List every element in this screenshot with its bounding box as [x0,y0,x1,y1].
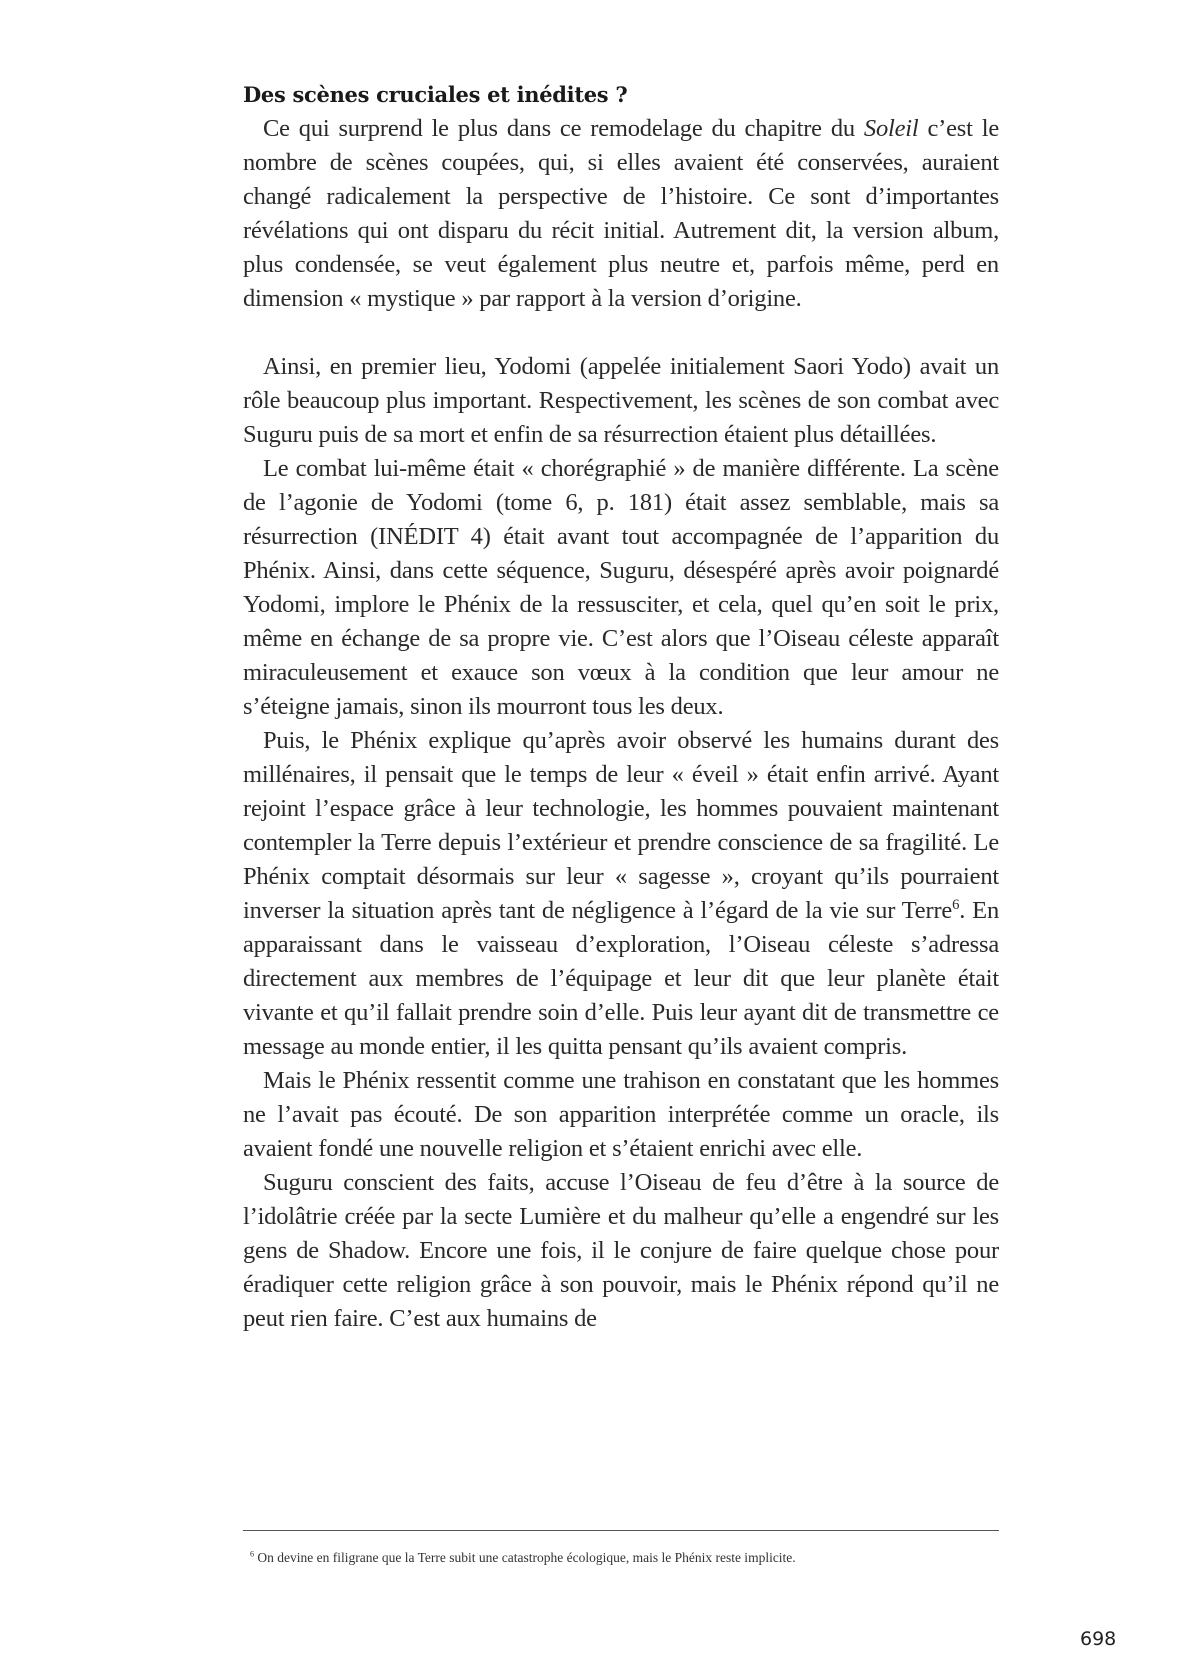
phoenix-text-start: Puis, le Phénix explique qu’après avoir observé les humains durant des millénaires, il pensait que le temps de leur « éveil » était enfin arrivé. Ayant rejoint l’espace grâce à leur technologie, les hommes pouvaient maintenant contempler la Terre depuis l’extérieur et prendre conscience de sa fragilité. Le Phénix comptait désormais sur leur « sagesse », croyant qu’ils pourraient inverser la situation après tant de négligence à l’égard de la vie sur Terre [243,727,999,924]
footnote-text: On devine en filigrane que la Terre subit une catastrophe écologique, mais le Phénix reste implicite. [257,1550,796,1565]
section-heading: Des scènes cruciales et inédites ? [243,82,628,107]
footnote-number: 6 [250,1549,255,1559]
intro-text-start: Ce qui surprend le plus dans ce remodelage du chapitre du [263,115,864,142]
body-text [243,78,999,1336]
footnote-reference[interactable]: 6 [952,896,960,913]
page-number: 698 [1080,1628,1117,1650]
paragraph-combat: Le combat lui-même était « chorégraphié » de manière différente. La scène de l’agonie de Yodomi (tome 6, p. 181) était assez semblable, mais sa résurrection (INÉDIT 4) était avant tout accompagnée de l’apparition du Phénix. Ainsi, dans cette séquence, Suguru, désespéré après avoir poignardé Yodomi, implore le Phénix de la ressusciter, et cela, quel qu’en soit le prix, même en échange de sa propre vie. C’est alors que l’Oiseau céleste apparaît miraculeusement et exauce son vœux à la condition que leur amour ne s’éteigne jamais, sinon ils mourront tous les deux. [243,455,999,720]
paragraph-betrayal: Mais le Phénix ressentit comme une trahison en constatant que les hommes ne l’avait pas écouté. De son apparition interprétée comme un oracle, ils avaient fondé une nouvelle religion et s’étaient enrichi avec elle. [243,1067,999,1162]
intro-paragraph [243,112,999,316]
intro-italic-title: Soleil [863,115,919,142]
phoenix-text-end: . En apparaissant dans le vaisseau d’exploration, l’Oiseau céleste s’adressa directement aux membres de l’équipage et leur dit que leur planète était vivante et qu’il fallait prendre soin d’elle. Puis leur ayant dit de transmettre ce message au monde entier, il les quitta pensant qu’ils avaient compris. [243,897,999,1060]
footnote-divider [243,1530,999,1531]
paragraph-gap [243,316,999,350]
paragraph-suguru-accuses: Suguru conscient des faits, accuse l’Oiseau de feu d’être à la source de l’idolâtrie créée par la secte Lumière et du malheur qu’elle a engendré sur les gens de Shadow. Encore une fois, il le conjure de faire quelque chose pour éradiquer cette religion grâce à son pouvoir, mais le Phénix répond qu’il ne peut rien faire. C’est aux humains de [243,1169,999,1332]
paragraph-yodomi-role: Ainsi, en premier lieu, Yodomi (appelée initialement Saori Yodo) avait un rôle beaucoup plus important. Respectivement, les scènes de son combat avec Suguru puis de sa mort et enfin de sa résurrection étaient plus détaillées. [243,353,999,448]
paragraph-phoenix-explains [243,724,999,1064]
intro-text-end: c’est le nombre de scènes coupées, qui, si elles avaient été conservées, auraient changé radicalement la perspective de l’histoire. Ce sont d’importantes révélations qui ont disparu du récit initial. Autrement dit, la version album, plus condensée, se veut également plus neutre et, parfois même, perd en dimension « mystique » par rapport à la version d’origine. [243,115,999,312]
footnote [250,1549,1010,1567]
